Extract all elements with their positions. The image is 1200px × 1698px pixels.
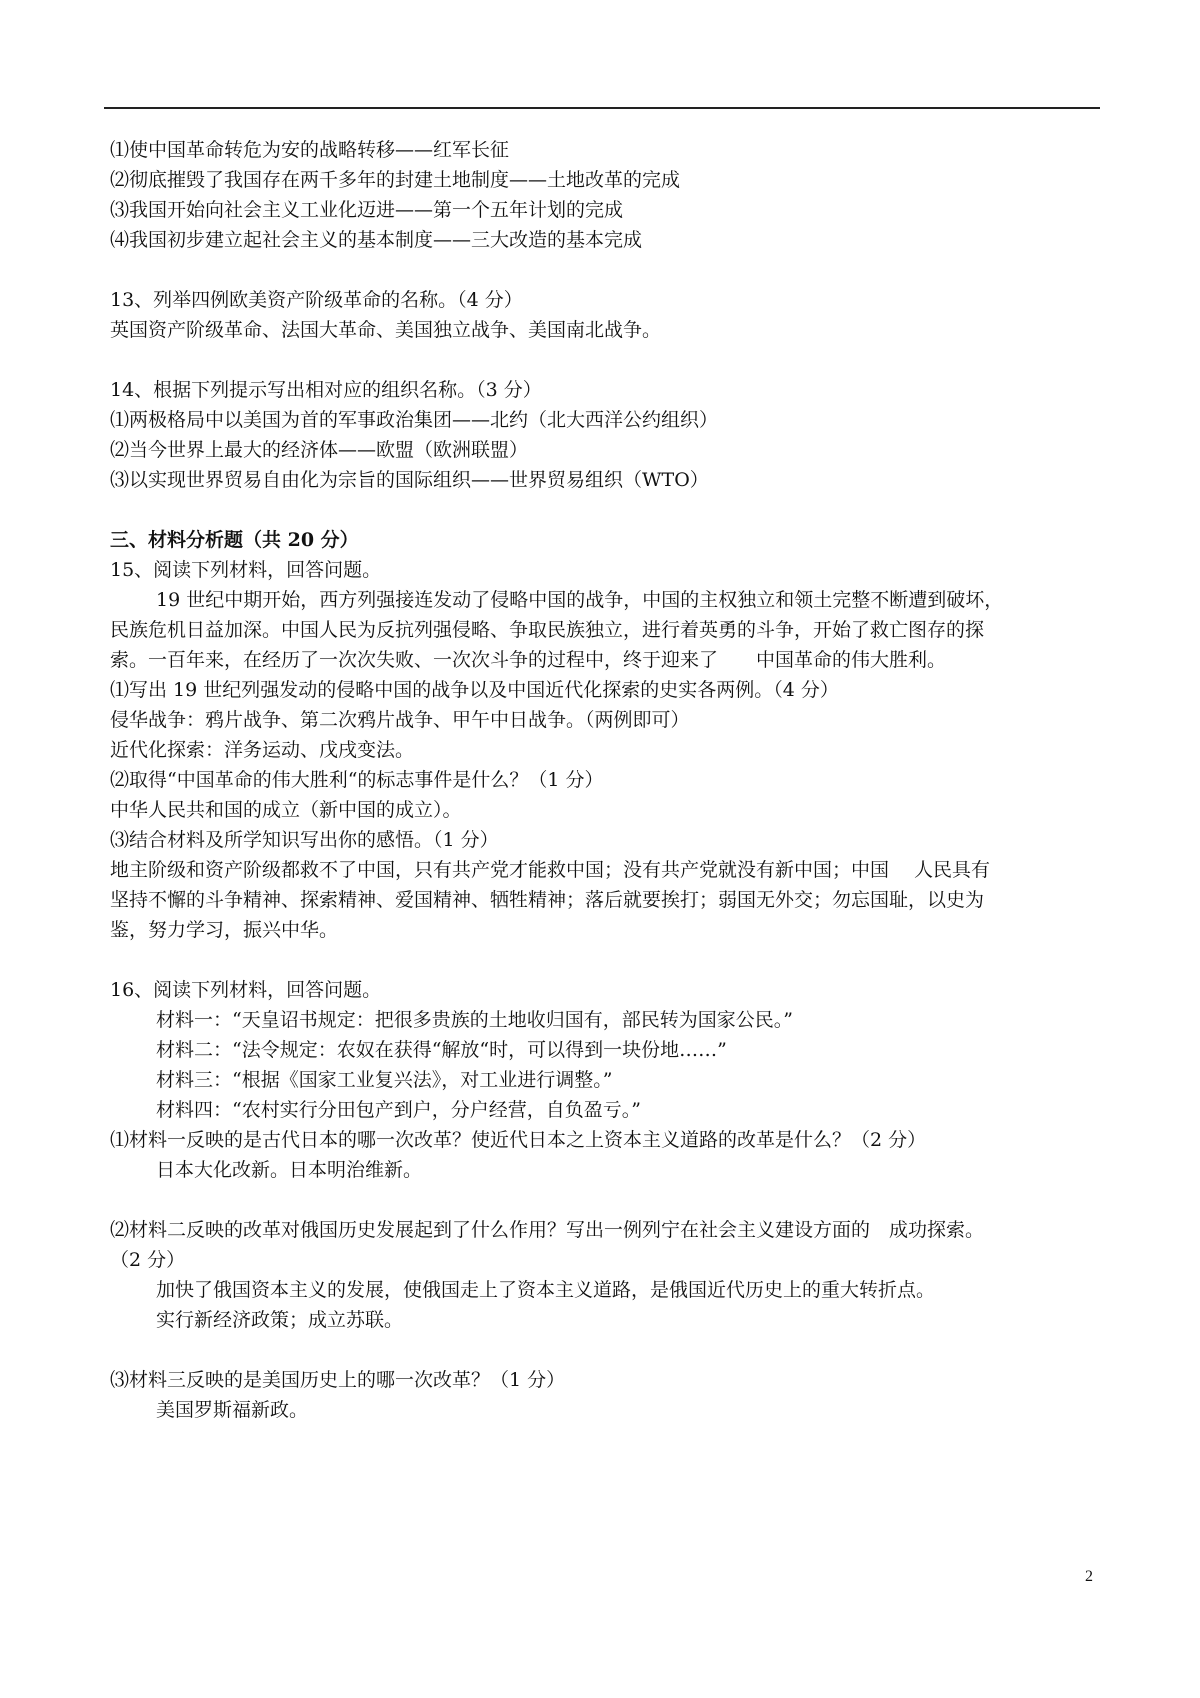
page-number: 2 xyxy=(1085,1568,1093,1585)
q13-question: 13、列举四例欧美资产阶级革命的名称。（4 分） xyxy=(110,289,523,311)
q15-material-line-2: 民族危机日益加深。中国人民为反抗列强侵略、争取民族独立，进行着英勇的斗争，开始了救亡图存的探 xyxy=(110,619,985,641)
q15-sub1-answer-1: 侵华战争：鸦片战争、第二次鸦片战争、甲午中日战争。（两例即可） xyxy=(110,709,690,731)
list1-item-1: ⑴使中国革命转危为安的战略转移——红军长征 xyxy=(110,139,510,161)
q15-question: 15、阅读下列材料，回答问题。 xyxy=(110,559,382,581)
q14-item-3: ⑶以实现世界贸易自由化为宗旨的国际组织——世界贸易组织（WTO） xyxy=(110,469,709,491)
section3-title: 三、材料分析题（共 20 分） xyxy=(110,529,359,551)
q16-sub3-answer: 美国罗斯福新政。 xyxy=(156,1399,309,1421)
list1-item-4: ⑷我国初步建立起社会主义的基本制度——三大改造的基本完成 xyxy=(110,229,643,251)
list1-item-3: ⑶我国开始向社会主义工业化迈进——第一个五年计划的完成 xyxy=(110,199,624,221)
q14-item-1: ⑴两极格局中以美国为首的军事政治集团——北约（北大西洋公约组织） xyxy=(110,409,719,431)
q16-sub3: ⑶材料三反映的是美国历史上的哪一次改革？（1 分） xyxy=(110,1369,566,1391)
q15-sub1-answer-2: 近代化探索：洋务运动、戊戌变法。 xyxy=(110,739,415,761)
list1-item-2: ⑵彻底摧毁了我国存在两千多年的封建土地制度——土地改革的完成 xyxy=(110,169,681,191)
q14-question: 14、根据下列提示写出相对应的组织名称。（3 分） xyxy=(110,379,542,401)
q16-material-1: 材料一：“天皇诏书规定：把很多贵族的土地收归国有，部民转为国家公民。” xyxy=(156,1009,793,1031)
q16-sub1-answer: 日本大化改新。日本明治维新。 xyxy=(156,1159,423,1181)
q14-item-2: ⑵当今世界上最大的经济体——欧盟（欧洲联盟） xyxy=(110,439,529,461)
q16-sub2-score: （2 分） xyxy=(110,1249,186,1271)
q15-sub3: ⑶结合材料及所学知识写出你的感悟。（1 分） xyxy=(110,829,499,851)
q15-material-line-1: 19 世纪中期开始，西方列强接连发动了侵略中国的战争，中国的主权独立和领土完整不断遭到破坏， xyxy=(156,589,1004,611)
q15-sub3-answer-2: 坚持不懈的斗争精神、探索精神、爱国精神、牺牲精神；落后就要挨打；弱国无外交；勿忘国耻，以史为 xyxy=(110,889,985,911)
q15-sub3-answer-3: 鉴，努力学习，振兴中华。 xyxy=(110,919,339,941)
q16-sub1: ⑴材料一反映的是古代日本的哪一次改革？使近代日本之上资本主义道路的改革是什么？（2 分） xyxy=(110,1129,927,1151)
q16-question: 16、阅读下列材料，回答问题。 xyxy=(110,979,382,1001)
q15-sub2: ⑵取得“中国革命的伟大胜利“的标志事件是什么？（1 分） xyxy=(110,769,604,791)
q15-sub3-answer-1: 地主阶级和资产阶级都救不了中国，只有共产党才能救中国；没有共产党就没有新中国；中国 人民具有 xyxy=(110,859,991,881)
q16-sub2-answer-1: 加快了俄国资本主义的发展，使俄国走上了资本主义道路，是俄国近代历史上的重大转折点。 xyxy=(156,1279,936,1301)
q16-material-4: 材料四：“农村实行分田包产到户，分户经营，自负盈亏。” xyxy=(156,1099,641,1121)
header-rule xyxy=(104,107,1100,109)
q15-material-line-3: 索。一百年来，在经历了一次次失败、一次次斗争的过程中，终于迎来了 中国革命的伟大胜利。 xyxy=(110,649,947,671)
q16-sub2-answer-2: 实行新经济政策；成立苏联。 xyxy=(156,1309,404,1331)
q16-material-2: 材料二：“法令规定：农奴在获得“解放“时，可以得到一块份地……” xyxy=(156,1039,727,1061)
q16-material-3: 材料三：“根据《国家工业复兴法》，对工业进行调整。” xyxy=(156,1069,613,1091)
q15-sub1: ⑴写出 19 世纪列强发动的侵略中国的战争以及中国近代化探索的史实各两例。（4 分） xyxy=(110,679,839,701)
q15-sub2-answer: 中华人民共和国的成立（新中国的成立）。 xyxy=(110,799,462,821)
q16-sub2: ⑵材料二反映的改革对俄国历史发展起到了什么作用？写出一例列宁在社会主义建设方面的 成功探索。 xyxy=(110,1219,985,1241)
q13-answer: 英国资产阶级革命、法国大革命、美国独立战争、美国南北战争。 xyxy=(110,319,662,341)
